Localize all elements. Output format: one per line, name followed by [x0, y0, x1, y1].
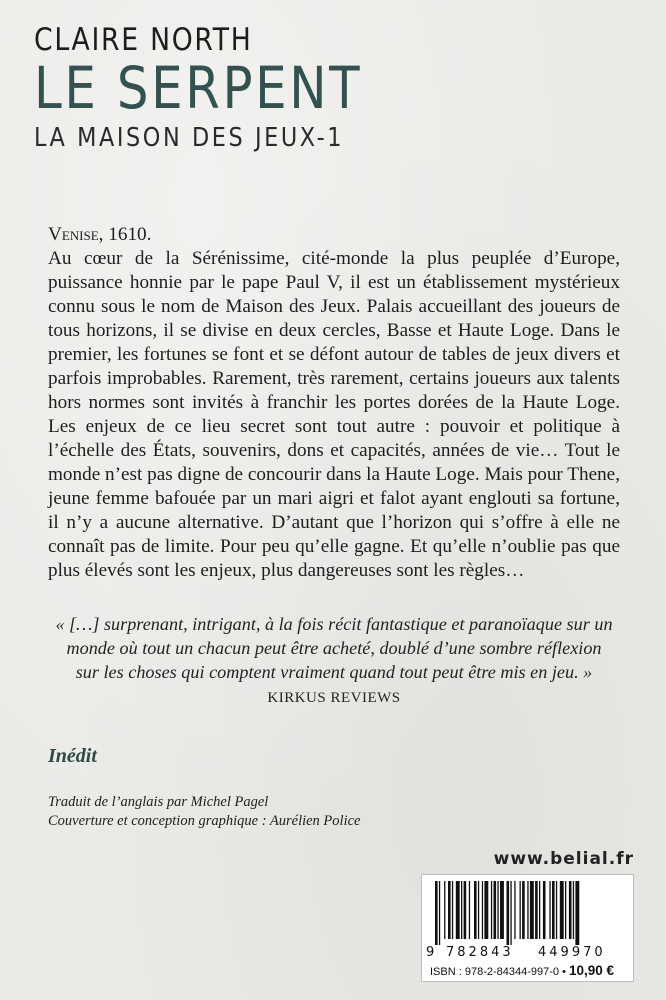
- barcode-bar: [474, 881, 477, 939]
- barcode-group-left: 782843: [446, 945, 514, 960]
- barcode-bar: [456, 881, 460, 939]
- barcode-bar: [543, 881, 546, 939]
- barcode-bar: [444, 881, 445, 939]
- barcode-bar: [484, 881, 488, 939]
- barcode-bar: [510, 881, 511, 945]
- isbn-number: ISBN : 978-2-84344-997-0: [430, 966, 560, 978]
- translator-credit: Traduit de l’anglais par Michel Pagel: [48, 794, 269, 810]
- credits: [48, 793, 360, 831]
- barcode-bar: [439, 881, 440, 945]
- barcode-bar: [569, 881, 572, 939]
- barcode-bar: [491, 881, 492, 939]
- barcode-bar: [469, 881, 470, 939]
- barcode-bar: [461, 881, 462, 939]
- cover-header: [34, 22, 416, 154]
- barcode-bar: [435, 881, 438, 945]
- review-line: « […] surprenant, intrigant, à la fois récit fantastique et paranoïaque sur un: [55, 614, 613, 634]
- barcode-bar: [556, 881, 557, 939]
- barcode-bar: [482, 881, 483, 939]
- barcode-bar: [527, 881, 528, 939]
- isbn-price-line: [430, 963, 630, 978]
- unpublished-label: Inédit: [48, 745, 97, 767]
- series-title: LA MAISON DES JEUX-1: [34, 123, 345, 153]
- review-line: monde où tout un chacun peut être acheté, doublé d’une sombre réflexion: [66, 638, 602, 658]
- barcode-bar: [575, 881, 579, 945]
- review-line: sur les choses qui comptent vraiment quand tout peut être mis en jeu. »: [75, 662, 593, 682]
- barcode-bar: [560, 881, 564, 939]
- barcode-bar: [478, 881, 479, 939]
- review-source: KIRKUS REVIEWS: [267, 690, 401, 706]
- barcode-bar: [530, 881, 534, 939]
- publisher-website: www.belial.fr: [493, 849, 634, 869]
- barcode-bar: [500, 881, 504, 939]
- barcode-bar: [573, 881, 574, 939]
- barcode-bar: [448, 881, 451, 939]
- barcode-bar: [494, 881, 497, 939]
- barcode-bar: [522, 881, 525, 939]
- barcode-bar: [539, 881, 540, 939]
- barcode-lead-digit: 9: [426, 945, 438, 960]
- barcode-bar: [514, 881, 515, 939]
- barcode-bar: [552, 881, 555, 939]
- review-quote: [54, 612, 614, 684]
- blurb-text: Au cœur de la Sérénissime, cité-monde la plus peuplée d’Europe, puissance honnie par le pape Paul V, il est un établissement mystérieux connu sous le nom de Maison des Jeux. Palais accueillant des joueurs de tous horizons, il se divise en deux cercles, Basse et Haute Loge. Dans le premier, les fortunes se font et se défont autour de tables de jeux divers et parfois improbables. Rarement, très rarement, certains joueurs aux talents hors normes sont invités à franchir les portes dorées de la Haute Loge. Les enjeux de ce lieu secret sont tout autre : pouvoir et politique à l’échelle des États, souvenirs, dons et capacités, années de vie… Tout le monde n’est pas digne de concourir dans la Haute Loge. Mais pour Thene, jeune femme bafouée par un mari aigri et falot ayant englouti sa fortune, il n’y a aucune alternative. D’autant que l’horizon qui s’offre à elle ne connaît pas de limite. Pour peu qu’elle gagne. Et qu’elle n’oublie pas que plus élevés sont les enjeux, plus dangereuses sont les règles…: [48, 248, 620, 581]
- book-price: 10,90 €: [569, 963, 615, 978]
- barcode-panel: [421, 874, 634, 982]
- barcode-bar: [497, 881, 498, 939]
- barcode-bar: [520, 881, 521, 939]
- author-name: CLAIRE NORTH: [34, 22, 253, 58]
- barcode-bar: [565, 881, 566, 939]
- barcode-graphic: [431, 881, 625, 945]
- barcode-group-right: 449970: [538, 945, 606, 960]
- barcode-bar: [452, 881, 453, 939]
- isbn-separator: •: [562, 966, 566, 978]
- barcode-bar: [464, 881, 467, 939]
- blurb-place-date: Venise, 1610.: [48, 224, 152, 245]
- back-cover-blurb: [48, 223, 620, 583]
- book-title: LE SERPENT: [34, 54, 363, 122]
- barcode-bar: [507, 881, 510, 945]
- barcode-bar: [535, 881, 538, 939]
- barcode-bar: [549, 881, 550, 939]
- cover-credit: Couverture et conception graphique : Aurélien Police: [48, 813, 361, 829]
